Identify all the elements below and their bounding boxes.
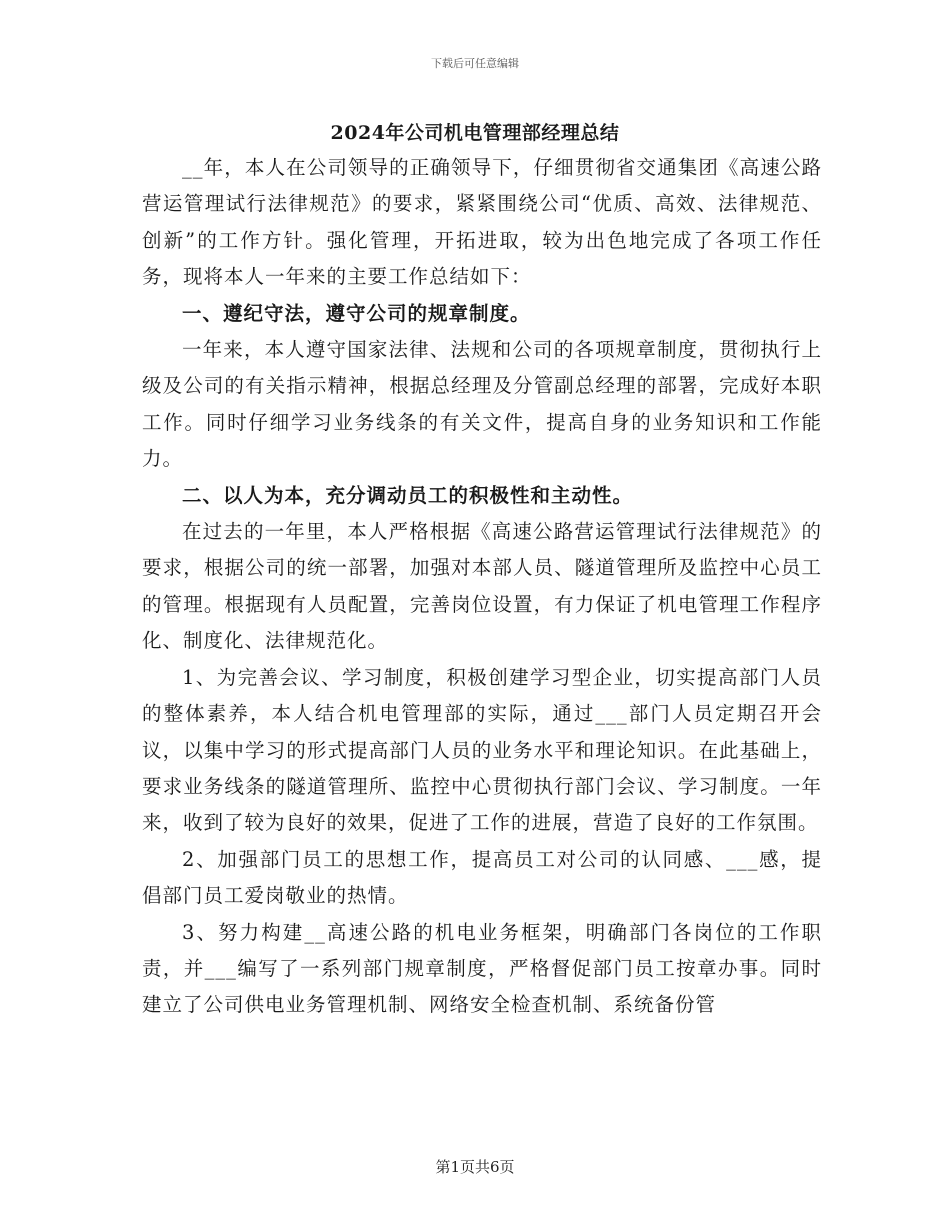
- header-note: 下载后可任意编辑: [431, 57, 519, 70]
- paragraph-section-1: 一年来，本人遵守国家法律、法规和公司的各项规章制度，贯彻执行上级及公司的有关指示精神，根据总经理及分管副总经理的部署，完成好本职工作。同时仔细学习业务线条的有关文件，提高自身的业务知识和工作能力。: [142, 338, 822, 471]
- section-heading-2: 二、以人为本，充分调动员工的积极性和主动性。: [182, 483, 634, 507]
- document-body: [142, 150, 822, 1024]
- paragraph-section-2: 在过去的一年里，本人严格根据《高速公路营运管理试行法律规范》的要求，根据公司的统一部署，加强对本部人员、隧道管理所及监控中心员工的管理。根据现有人员配置，完善岗位设置，有力保证了机电管理工作程序化、制度化、法律规范化。: [142, 520, 822, 653]
- paragraph-item-3: 3、努力构建__高速公路的机电业务框架，明确部门各岗位的工作职责，并___编写了一系列部门规章制度，严格督促部门员工按章办事。同时建立了公司供电业务管理机制、网络安全检查机制、系统备份管: [142, 920, 822, 1017]
- paragraph-intro: __年，本人在公司领导的正确领导下，仔细贯彻省交通集团《高速公路营运管理试行法律规范》的要求，紧紧围绕公司“优质、高效、法律规范、创新”的工作方针。强化管理，开拓进取，较为出色地完成了各项工作任务，现将本人一年来的主要工作总结如下：: [142, 156, 822, 289]
- page-number: 第1页共6页: [435, 1158, 515, 1176]
- section-heading-1: 一、遵纪守法，遵守公司的规章制度。: [182, 301, 531, 325]
- document-title: 2024年公司机电管理部经理总结: [330, 122, 620, 144]
- paragraph-item-1: 1、为完善会议、学习制度，积极创建学习型企业，切实提高部门人员的整体素养，本人结合机电管理部的实际，通过___部门人员定期召开会议，以集中学习的形式提高部门人员的业务水平和理论知识。在此基础上，要求业务线条的隧道管理所、监控中心贯彻执行部门会议、学习制度。一年来，收到了较为良好的效果，促进了工作的进展，营造了良好的工作氛围。: [142, 665, 822, 835]
- paragraph-item-2: 2、加强部门员工的思想工作，提高员工对公司的认同感、___感，提倡部门员工爱岗敬业的热情。: [142, 847, 822, 908]
